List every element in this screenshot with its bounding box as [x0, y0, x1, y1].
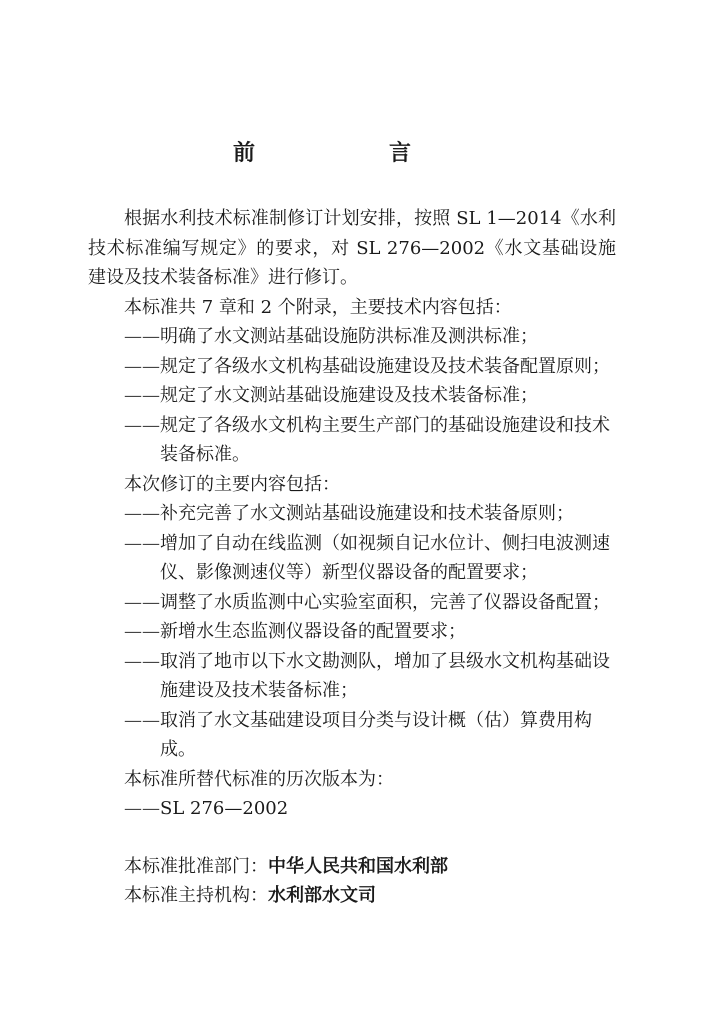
list-item: ——补充完善了水文测站基础设施建设和技术装备原则；	[124, 503, 574, 524]
intro-paragraph: 根据水利技术标准制修订计划安排，按照 SL 1—2014《水利技术标准编写规定》的要求，对 SL 276—2002《水文基础设施建设及技术装备标准》进行修订。	[88, 208, 616, 288]
list-item: ——SL 276—2002	[124, 798, 289, 819]
dash-mark: ——	[124, 709, 160, 731]
document-body	[88, 204, 616, 911]
dash-mark: ——	[124, 355, 160, 377]
list-item: ——明确了水文测站基础设施防洪标准及测洪标准；	[124, 326, 538, 347]
spacer	[88, 824, 616, 852]
page-title: 前 言	[232, 141, 467, 166]
contents-intro: 本标准共 7 章和 2 个附录，主要技术内容包括：	[124, 296, 512, 318]
approval-value: 中华人民共和国水利部	[268, 855, 448, 877]
dash-mark: ——	[124, 650, 160, 672]
history-intro: 本标准所替代标准的历次版本为：	[124, 768, 394, 790]
dash-mark: ——	[124, 621, 160, 642]
list-item: ——取消了地市以下水文勘测队，增加了县级水文机构基础设施建设及技术装备标准；	[124, 650, 610, 701]
dash-mark: ——	[124, 414, 160, 436]
list-item: ——取消了水文基础建设项目分类与设计概（估）算费用构成。	[124, 709, 592, 760]
dash-mark: ——	[124, 798, 160, 819]
host-value: 水利部水文司	[268, 885, 376, 906]
host-line	[88, 881, 616, 911]
dash-mark: ——	[124, 503, 160, 524]
list-item: ——增加了自动在线监测（如视频自记水位计、侧扫电波测速仪、影像测速仪等）新型仪器设备的配置要求；	[124, 532, 610, 583]
approval-label: 本标准批准部门：	[124, 855, 268, 877]
contents-list	[88, 322, 616, 470]
list-item: ——新增水生态监测仪器设备的配置要求；	[124, 621, 466, 642]
approval-line	[88, 852, 616, 882]
dash-mark: ——	[124, 385, 160, 406]
list-item: ——规定了水文测站基础设施建设及技术装备标准；	[124, 385, 538, 406]
dash-mark: ——	[124, 326, 160, 347]
revision-intro: 本次修订的主要内容包括：	[124, 473, 340, 495]
dash-mark: ——	[124, 591, 160, 613]
list-item: ——规定了各级水文机构主要生产部门的基础设施建设和技术装备标准。	[124, 414, 610, 465]
host-label: 本标准主持机构：	[124, 885, 268, 906]
list-item: ——规定了各级水文机构基础设施建设及技术装备配置原则；	[124, 355, 610, 377]
revision-list	[88, 499, 616, 765]
dash-mark: ——	[124, 532, 160, 554]
list-item: ——调整了水质监测中心实验室面积，完善了仪器设备配置；	[124, 591, 610, 613]
